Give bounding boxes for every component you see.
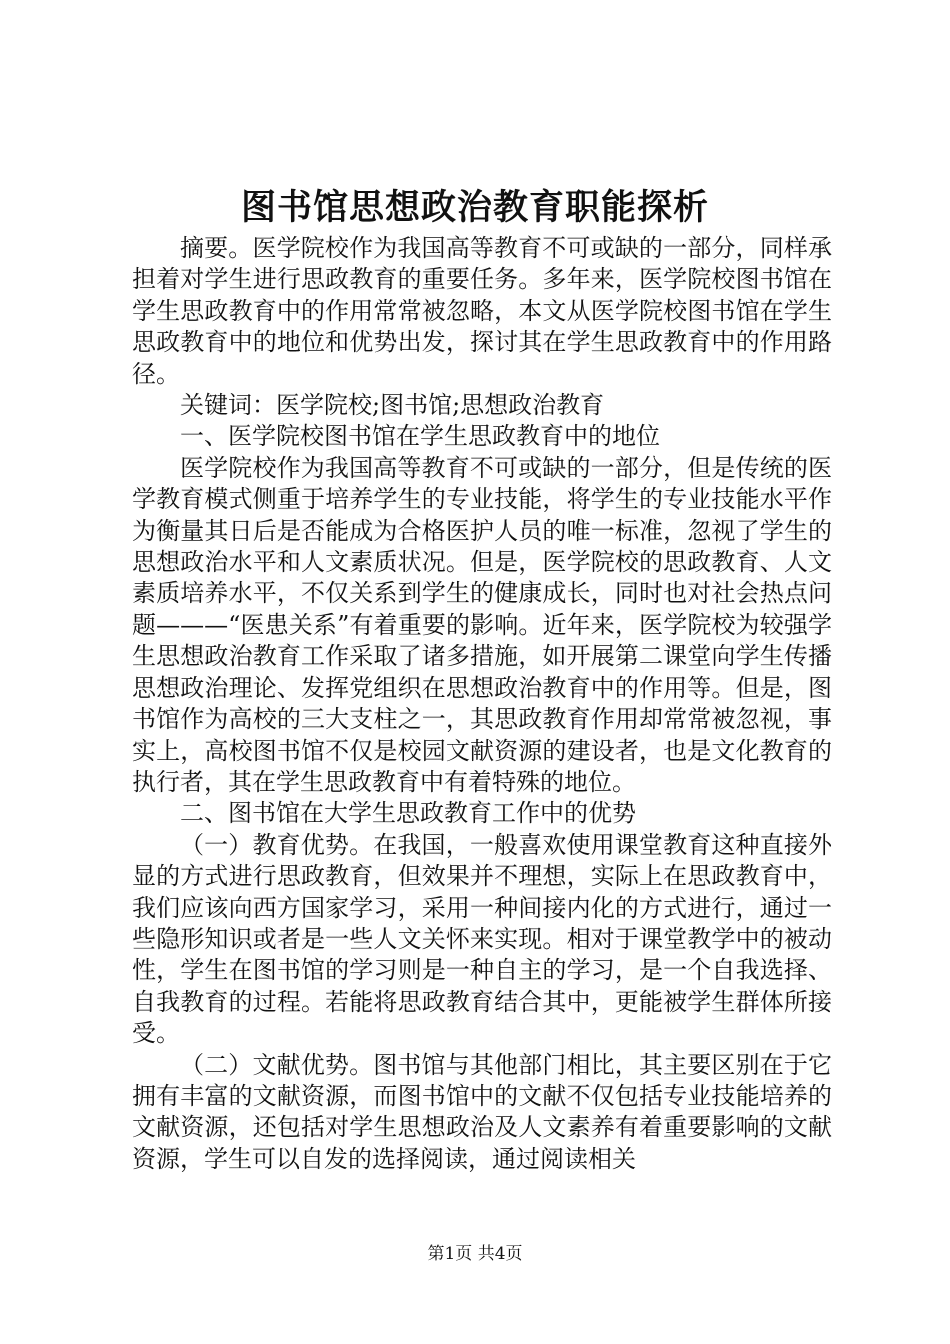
body-paragraph: 医学院校作为我国高等教育不可或缺的一部分，但是传统的医学教育模式侧重于培养学生的专业技能，将学生的专业技能水平作为衡量其日后是否能成为合格医护人员的唯一标准，忽视了学生的思想政治水平和人文素质状况。但是，医学院校的思政教育、人文素质培养水平，不仅关系到学生的健康成长，同时也对社会热点问题———“医患关系”有着重要的影响。近年来，医学院校为较强学生思想政治教育工作采取了诸多措施，如开展第二课堂向学生传播思想政治理论、发挥党组织在思想政治教育中的作用等。但是，图书馆作为高校的三大支柱之一，其思政教育作用却常常被忽视，事实上，高校图书馆不仅是校园文献资源的建设者，也是文化教育的执行者，其在学生思政教育中有着特殊的地位。 — [132, 453, 832, 796]
page-total: 共4页 — [477, 1244, 523, 1264]
keywords-line: 关键词：医学院校;图书馆;思想政治教育 — [180, 391, 605, 420]
document-title: 图书馆思想政治教育职能探析 — [240, 187, 709, 228]
document-body — [132, 233, 832, 1175]
page-footer — [0, 1242, 950, 1266]
body-paragraph: （一）教育优势。在我国，一般喜欢使用课堂教育这种直接外显的方式进行思政教育，但效果并不理想，实际上在思政教育中，我们应该向西方国家学习，采用一种间接内化的方式进行，通过一些隐形知识或者是一些人文关怀来实现。相对于课堂教学中的被动性，学生在图书馆的学习则是一种自主的学习，是一个自我选择、自我教育的过程。若能将思政教育结合其中，更能被学生群体所接受。 — [132, 830, 832, 1048]
abstract-paragraph: 摘要。医学院校作为我国高等教育不可或缺的一部分，同样承担着对学生进行思政教育的重要任务。多年来，医学院校图书馆在学生思政教育中的作用常常被忽略，本文从医学院校图书馆在学生思政教育中的地位和优势出发，探讨其在学生思政教育中的作用路径。 — [132, 234, 832, 388]
section-heading-2: 二、图书馆在大学生思政教育工作中的优势 — [180, 799, 636, 828]
section-heading-1: 一、医学院校图书馆在学生思政教育中的地位 — [180, 422, 660, 451]
body-paragraph: （二）文献优势。图书馆与其他部门相比，其主要区别在于它拥有丰富的文献资源，而图书馆中的文献不仅包括专业技能培养的文献资源，还包括对学生思想政治及人文素养有着重要影响的文献资源，学生可以自发的选择阅读，通过阅读相关 — [132, 1050, 832, 1173]
page-number: 第1页 — [427, 1244, 473, 1264]
